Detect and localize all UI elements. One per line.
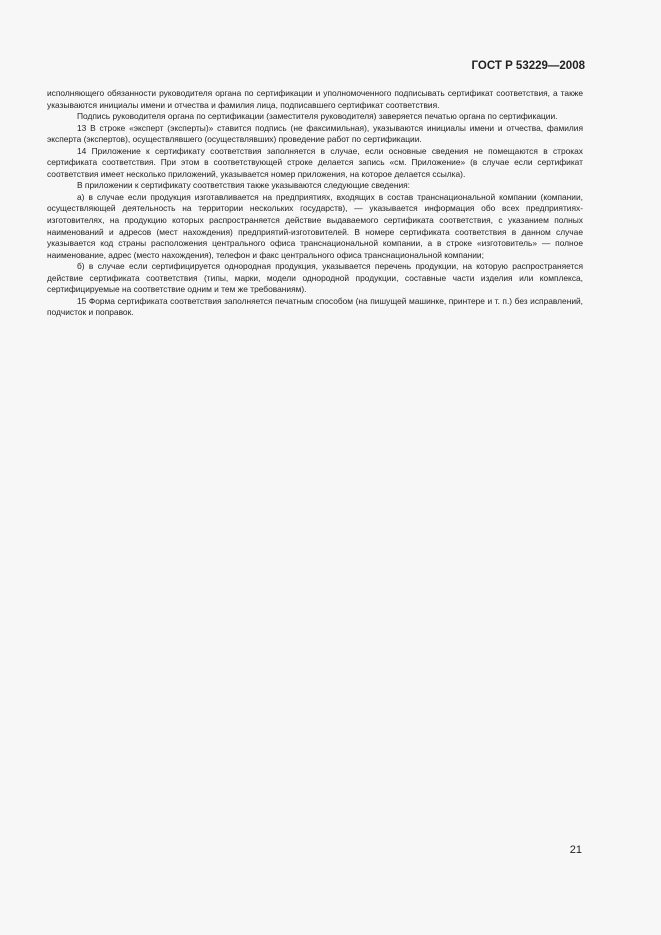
paragraph-item-a: а) в случае если продукция изготавливается на предприятиях, входящих в состав транснациональной компании (компании, осуществляющей деятельность на территории нескольких государств), — указывается информация обо всех предприятиях-изготовителях, на продукцию которых распространяется действие выдаваемого сертификата соответствия, с указанием полных наименований и адресов (мест нахождения) предприятий-изготовителей. В номере сертификата соответствия в данном случае указывается код страны расположения центрального офиса транснациональной компании, а в строке «изготовитель» — полное наименование, адрес (место нахождения), телефон и факс центрального офиса транснациональной компании; bbox=[47, 191, 583, 260]
paragraph-signature-seal: Подпись руководителя органа по сертификации (заместителя руководителя) заверяется печатью органа по сертификации. bbox=[77, 111, 558, 122]
document-header-standard-id: ГОСТ Р 53229—2008 bbox=[471, 60, 585, 72]
paragraph-item-b: б) в случае если сертифицируется однородная продукция, указывается перечень продукции, на которую распространяется действие сертификата соответствия (типы, марки, модели однородной продукции, составные части изделия или комплекса, сертифицируемые на соответствие одним и тем же требованиям). bbox=[47, 261, 583, 295]
paragraph-15-form: 15 Форма сертификата соответствия заполняется печатным способом (на пишущей машинке, принтере и т. п.) без исправлений, подчисток и поправок. bbox=[47, 295, 583, 318]
paragraph-13-expert: 13 В строке «эксперт (эксперты)» ставится подпись (не факсимильная), указываются инициалы имени и отчества, фамилия эксперта (экспертов), осуществлявшего (осуществлявших) проведение работ по сертификации. bbox=[47, 122, 583, 145]
page-number: 21 bbox=[569, 844, 582, 856]
paragraph-14-appendix: 14 Приложение к сертификату соответствия заполняется в случае, если основные сведения не помещаются в строках сертификата соответствия. При этом в соответствующей строке делается запись «см. Приложение» (в случае если сертификат соответствия имеет несколько приложений, указывается номер приложения, на которое делается ссылка). bbox=[47, 145, 583, 179]
document-body bbox=[47, 88, 583, 319]
paragraph-appendix-info-intro: В приложении к сертификату соответствия также указываются следующие сведения: bbox=[77, 180, 410, 191]
paragraph-continuation: исполняющего обязанности руководителя органа по сертификации и уполномоченного подписывать сертификат соответствия, а также указываются инициалы имени и отчества и фамилия лица, подписавшего сертификат соответствия. bbox=[47, 88, 583, 110]
